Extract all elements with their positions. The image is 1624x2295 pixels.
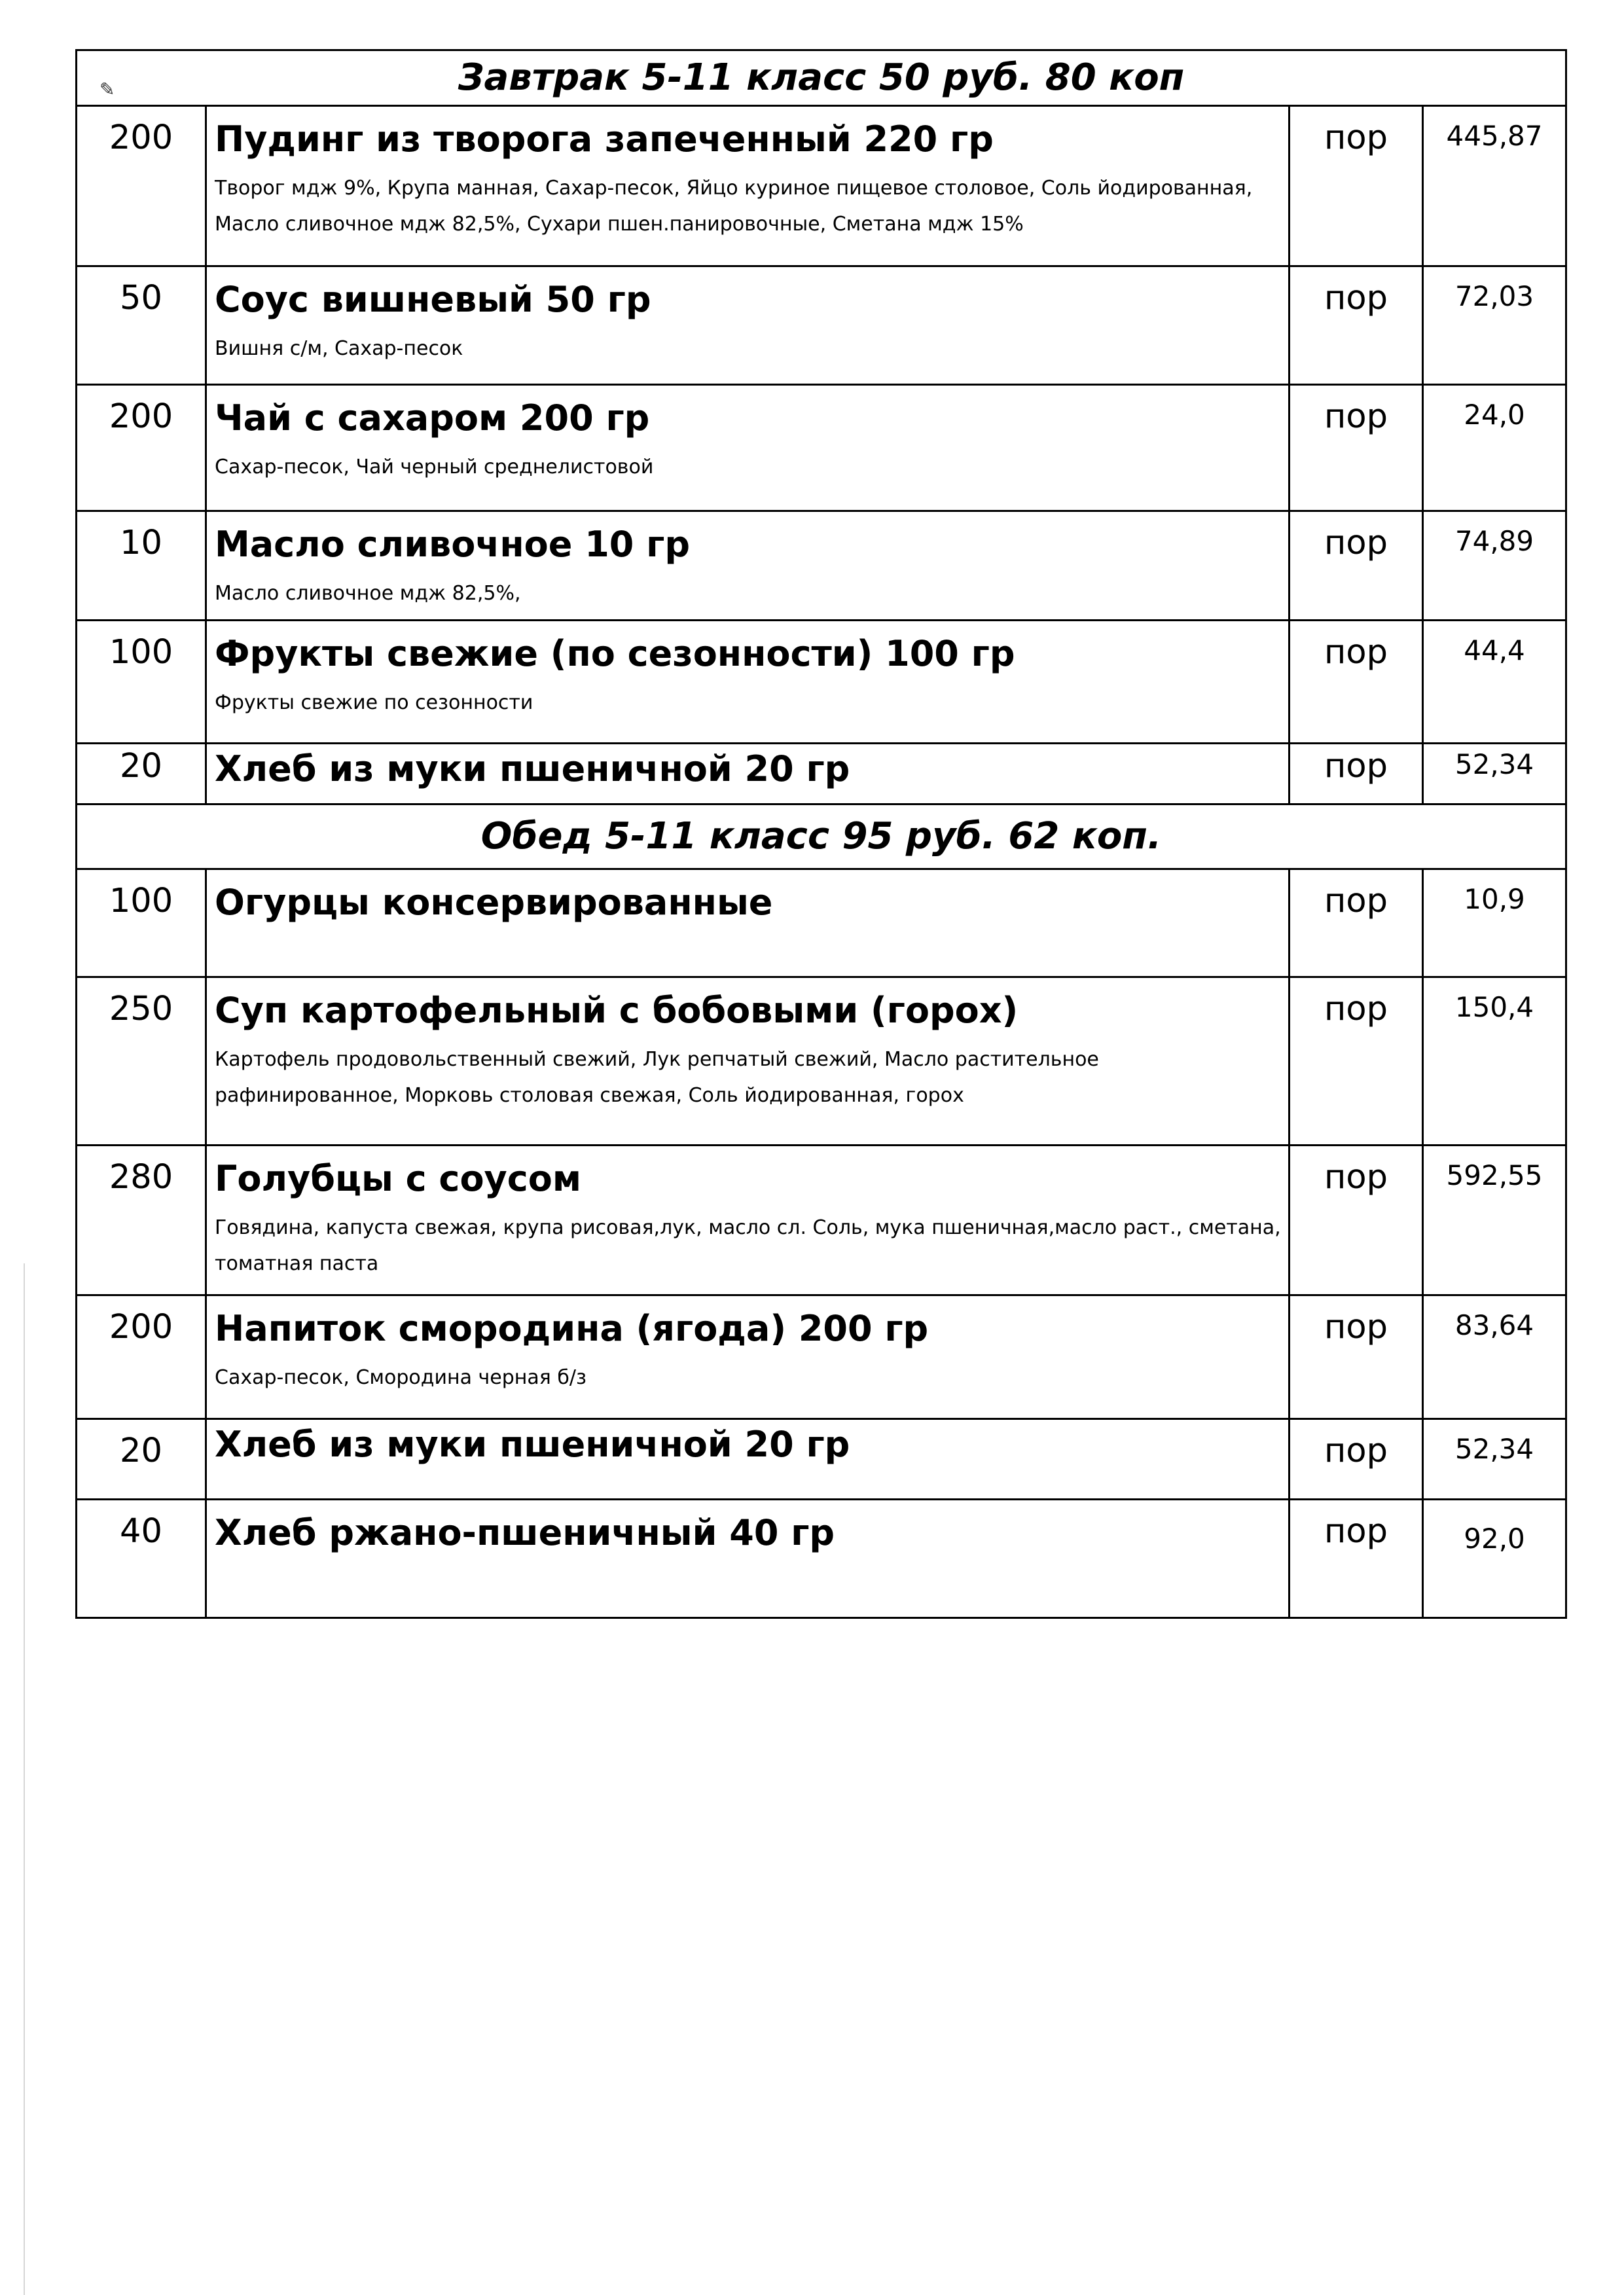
qty-cell: 20	[77, 1419, 206, 1500]
dish-title: Голубцы с соусом	[215, 1158, 581, 1199]
table-row	[77, 1500, 1566, 1618]
unit-cell: пор	[1290, 266, 1423, 385]
qty-cell: 200	[77, 385, 206, 511]
unit-cell: пор	[1290, 1146, 1423, 1295]
qty-cell: 200	[77, 1295, 206, 1419]
qty-cell: 200	[77, 106, 206, 266]
dish-ingredients: Говядина, капуста свежая, крупа рисовая,лук, масло сл. Соль, мука пшеничная,масло раст., сметана, томатная паста	[215, 1216, 1281, 1276]
table-row	[77, 869, 1566, 977]
qty-cell: 50	[77, 266, 206, 385]
dish-cell	[206, 511, 1290, 621]
dish-ingredients: Масло сливочное мдж 82,5%,	[215, 581, 521, 605]
qty-cell: 10	[77, 511, 206, 621]
dish-cell	[206, 106, 1290, 266]
qty-cell: 250	[77, 977, 206, 1146]
lunch-header-row	[77, 804, 1566, 869]
dish-cell	[206, 977, 1290, 1146]
table-row	[77, 511, 1566, 621]
dish-cell	[206, 1146, 1290, 1295]
table-row	[77, 1146, 1566, 1295]
price-cell: 592,55	[1423, 1146, 1566, 1295]
dish-title: Суп картофельный с бобовыми (горох)	[215, 990, 1019, 1031]
price-cell: 83,64	[1423, 1295, 1566, 1419]
dish-title: Огурцы консервированные	[215, 882, 773, 923]
qty-cell: 100	[77, 869, 206, 977]
unit-cell: пор	[1290, 869, 1423, 977]
lunch-title: Обед 5-11 класс 95 руб. 62 коп.	[77, 804, 1566, 869]
dish-title: Соус вишневый 50 гр	[215, 279, 651, 320]
price-cell: 44,4	[1423, 621, 1566, 744]
dish-title: Фрукты свежие (по сезонности) 100 гр	[215, 633, 1015, 674]
table-row	[77, 1295, 1566, 1419]
dish-cell	[206, 385, 1290, 511]
dish-ingredients: Картофель продовольственный свежий, Лук репчатый свежий, Масло растительное рафинированное, Морковь столовая свежая, Соль йодированная, горох	[215, 1047, 1099, 1108]
scan-edge-line	[24, 1263, 25, 2295]
price-cell: 445,87	[1423, 106, 1566, 266]
unit-cell: пор	[1290, 385, 1423, 511]
menu-table	[75, 49, 1567, 1619]
dish-title: Масло сливочное 10 гр	[215, 524, 691, 565]
breakfast-header-row	[77, 50, 1566, 106]
price-cell: 52,34	[1423, 1419, 1566, 1500]
dish-title: Хлеб из муки пшеничной 20 гр	[215, 748, 850, 789]
price-cell: 72,03	[1423, 266, 1566, 385]
dish-ingredients: Вишня с/м, Сахар-песок	[215, 336, 463, 360]
price-cell: 24,0	[1423, 385, 1566, 511]
dish-cell	[206, 869, 1290, 977]
dish-title: Хлеб из муки пшеничной 20 гр	[215, 1424, 850, 1465]
dish-cell	[206, 1295, 1290, 1419]
dish-ingredients: Фрукты свежие по сезонности	[215, 691, 533, 714]
dish-cell	[206, 1419, 1290, 1500]
dish-cell	[206, 621, 1290, 744]
qty-cell: 100	[77, 621, 206, 744]
unit-cell: пор	[1290, 1500, 1423, 1618]
dish-title: Хлеб ржано-пшеничный 40 гр	[215, 1512, 835, 1553]
unit-cell: пор	[1290, 621, 1423, 744]
dish-cell	[206, 266, 1290, 385]
unit-cell: пор	[1290, 1419, 1423, 1500]
qty-cell: 40	[77, 1500, 206, 1618]
qty-cell: 280	[77, 1146, 206, 1295]
table-row	[77, 1419, 1566, 1500]
dish-title: Чай с сахаром 200 гр	[215, 397, 650, 439]
table-row	[77, 977, 1566, 1146]
price-cell: 74,89	[1423, 511, 1566, 621]
unit-cell: пор	[1290, 744, 1423, 804]
dish-title: Пудинг из творога запеченный 220 гр	[215, 118, 994, 160]
dish-ingredients: Творог мдж 9%, Крупа манная, Сахар-песок, Яйцо куриное пищевое столовое, Соль йодированная, Масло сливочное мдж 82,5%, Сухари пшен.панировочные, Сметана мдж 15%	[215, 176, 1253, 236]
dish-ingredients: Сахар-песок, Смородина черная б/з	[215, 1365, 586, 1389]
dish-ingredients: Сахар-песок, Чай черный среднелистовой	[215, 455, 654, 479]
unit-cell: пор	[1290, 977, 1423, 1146]
table-row	[77, 106, 1566, 266]
dish-title: Напиток смородина (ягода) 200 гр	[215, 1308, 929, 1349]
pen-mark: ✎	[99, 79, 115, 100]
qty-cell: 20	[77, 744, 206, 804]
unit-cell: пор	[1290, 1295, 1423, 1419]
price-cell: 92,0	[1423, 1500, 1566, 1618]
breakfast-title: Завтрак 5-11 класс 50 руб. 80 коп	[77, 50, 1566, 106]
table-row	[77, 621, 1566, 744]
table-row	[77, 266, 1566, 385]
table-row	[77, 744, 1566, 804]
dish-cell	[206, 744, 1290, 804]
dish-cell	[206, 1500, 1290, 1618]
price-cell: 150,4	[1423, 977, 1566, 1146]
price-cell: 10,9	[1423, 869, 1566, 977]
unit-cell: пор	[1290, 106, 1423, 266]
unit-cell: пор	[1290, 511, 1423, 621]
table-row	[77, 385, 1566, 511]
price-cell: 52,34	[1423, 744, 1566, 804]
